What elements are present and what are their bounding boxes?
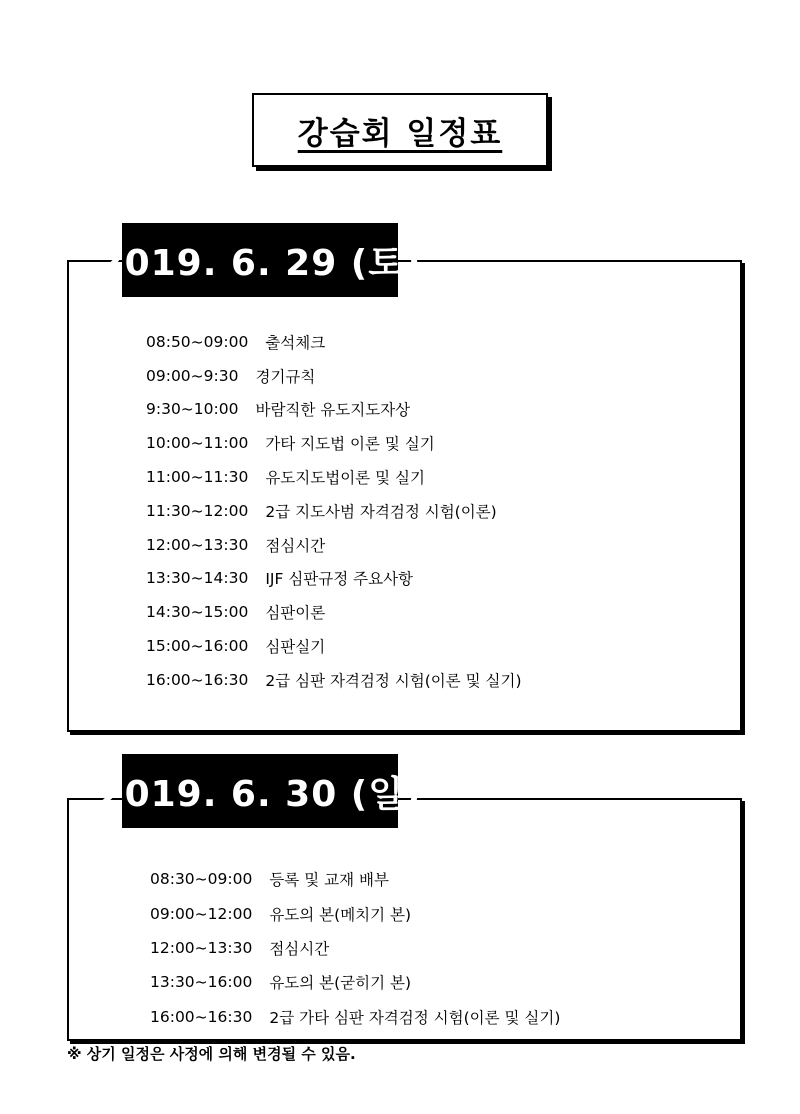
schedule-activity: 바람직한 유도지도자상 [255, 401, 411, 420]
schedule-time: 15:00~16:00 [146, 637, 249, 656]
page-title: 강습회 일정표 [297, 115, 503, 152]
schedule-item [146, 494, 522, 528]
schedule-time: 12:00~13:30 [146, 535, 249, 554]
schedule-item [150, 896, 560, 930]
schedule-activity: 가타 지도법 이론 및 실기 [265, 435, 435, 454]
schedule-item [146, 528, 522, 562]
schedule-activity: 유도의 본(메치기 본) [269, 905, 412, 924]
schedule-item [146, 629, 522, 663]
schedule-activity: 2급 지도사범 자격검정 시험(이론) [265, 502, 497, 521]
schedule-time: 11:30~12:00 [146, 501, 249, 520]
schedule-item [150, 965, 560, 999]
day1-schedule-list [146, 325, 522, 697]
schedule-time: 09:00~9:30 [146, 366, 239, 385]
schedule-item [146, 460, 522, 494]
schedule-activity: 2급 가타 심판 자격검정 시험(이론 및 실기) [269, 1008, 561, 1027]
schedule-activity: 유도지도법이론 및 실기 [265, 469, 425, 488]
schedule-activity: 점심시간 [265, 536, 326, 555]
schedule-item [150, 931, 560, 965]
schedule-item [146, 663, 522, 697]
schedule-activity: 경기규칙 [255, 367, 316, 386]
schedule-item [146, 325, 522, 359]
schedule-activity: 유도의 본(굳히기 본) [269, 974, 412, 993]
day1-date-label: 2019. 6. 29 (토) [122, 223, 398, 297]
schedule-activity: 등록 및 교재 배부 [269, 871, 389, 890]
schedule-item [150, 1000, 560, 1034]
schedule-time: 09:00~12:00 [150, 904, 253, 923]
schedule-item [146, 393, 522, 427]
schedule-time: 14:30~15:00 [146, 603, 249, 622]
schedule-item [146, 595, 522, 629]
schedule-time: 13:30~14:30 [146, 569, 249, 588]
schedule-time: 13:30~16:00 [150, 973, 253, 992]
schedule-time: 12:00~13:30 [150, 938, 253, 957]
day2-date-label: 2019. 6. 30 (일) [122, 754, 398, 828]
schedule-time: 9:30~10:00 [146, 400, 239, 419]
schedule-time: 16:00~16:30 [150, 1007, 253, 1026]
schedule-item [146, 426, 522, 460]
schedule-time: 10:00~11:00 [146, 434, 249, 453]
schedule-item [146, 359, 522, 393]
title-box [252, 93, 548, 167]
schedule-time: 08:30~09:00 [150, 870, 253, 889]
schedule-item [150, 862, 560, 896]
schedule-time: 08:50~09:00 [146, 332, 249, 351]
schedule-time: 16:00~16:30 [146, 670, 249, 689]
schedule-activity: 심판이론 [265, 604, 326, 623]
schedule-item [146, 562, 522, 596]
schedule-activity: 출석체크 [265, 333, 326, 352]
day2-schedule-list [150, 862, 560, 1034]
schedule-activity: IJF 심판규정 주요사항 [265, 570, 414, 589]
schedule-activity: 2급 심판 자격검정 시험(이론 및 실기) [265, 671, 522, 690]
schedule-time: 11:00~11:30 [146, 468, 249, 487]
schedule-activity: 점심시간 [269, 939, 330, 958]
schedule-activity: 심판실기 [265, 638, 326, 657]
schedule-change-note: ※ 상기 일정은 사정에 의해 변경될 수 있음. [67, 1045, 356, 1063]
